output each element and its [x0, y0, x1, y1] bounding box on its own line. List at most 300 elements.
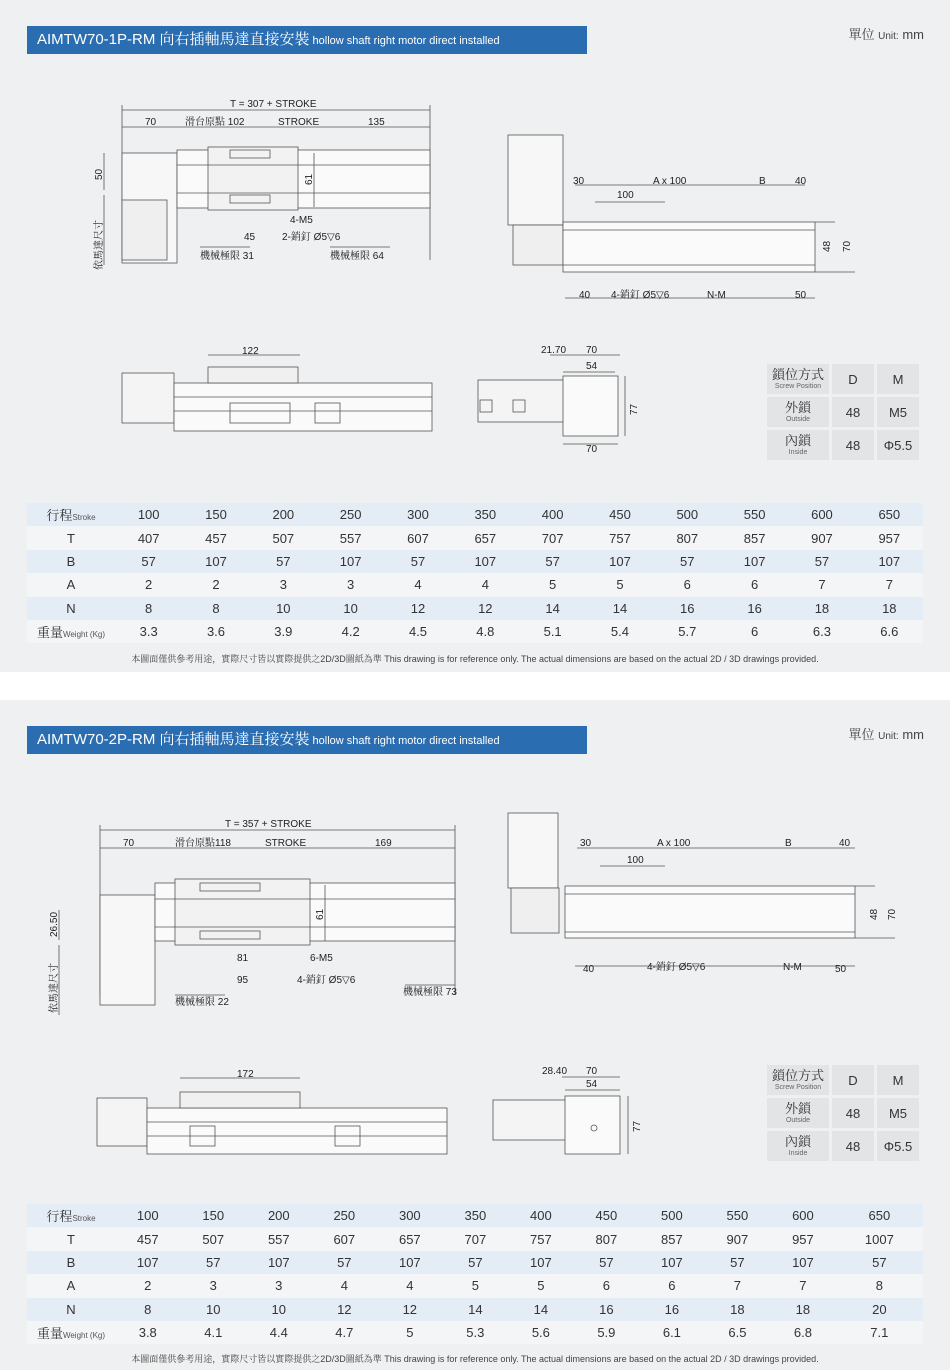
- spec-cell: 7.1: [836, 1321, 923, 1344]
- dim-nm: N-M: [707, 290, 726, 301]
- dim-40-bottom: 40: [579, 290, 591, 301]
- spec-cell: 657: [377, 1227, 443, 1250]
- spec-cell: 4: [384, 573, 451, 596]
- spec-cell: 5.6: [508, 1321, 574, 1344]
- spec-row-label: [27, 1204, 115, 1227]
- lock-cell-m: Φ5.5: [877, 1131, 919, 1161]
- spec-cell: 807: [574, 1227, 640, 1250]
- spec-cell: 6.6: [856, 620, 923, 643]
- lock-header-row: [767, 1065, 919, 1095]
- spec-cell: 107: [586, 550, 653, 573]
- spec-row-label: [27, 1227, 115, 1250]
- top-view-drawing: [90, 95, 440, 270]
- dim-70: 70: [842, 240, 853, 252]
- spec-cell: 8: [115, 597, 182, 620]
- spec-cell: 57: [788, 550, 855, 573]
- spec-row: [27, 1274, 923, 1297]
- spec-row-label-text: 重量: [36, 1326, 63, 1342]
- dim-70: 70: [887, 908, 898, 920]
- spec-cell: 6: [721, 573, 788, 596]
- spec-row: [27, 526, 923, 549]
- dim-pin: 4-銷釘 Ø5▽6: [611, 290, 670, 301]
- spec-cell: 4: [312, 1274, 378, 1297]
- spec-cell: 550: [705, 1204, 771, 1227]
- spec-row-label: [27, 620, 115, 643]
- spec-cell: 500: [654, 503, 721, 526]
- spec-row-label: [27, 597, 115, 620]
- spec-cell: 1007: [836, 1227, 923, 1250]
- dim-122: 122: [242, 346, 259, 357]
- spec-cell: 457: [115, 1227, 181, 1250]
- spec-cell: 857: [721, 526, 788, 549]
- dim-70-top: 70: [586, 1066, 598, 1077]
- spec-cell: 3.8: [115, 1321, 181, 1344]
- dim-61: 61: [304, 173, 315, 185]
- spec-cell: 6.8: [770, 1321, 836, 1344]
- spec-cell: 5.4: [586, 620, 653, 643]
- dim-stroke: STROKE: [278, 117, 320, 128]
- spec-row: [27, 1227, 923, 1250]
- spec-cell: 5.7: [654, 620, 721, 643]
- spec-cell: 2: [115, 1274, 181, 1297]
- lock-row-label: 內鎖: [784, 1134, 811, 1149]
- spec-cell: 300: [377, 1204, 443, 1227]
- dim-stroke: STROKE: [265, 838, 307, 849]
- spec-cell: 8: [115, 1298, 181, 1321]
- spec-cell: 8: [182, 597, 249, 620]
- dim-70: 70: [145, 117, 157, 128]
- lock-row: [767, 397, 919, 427]
- spec-cell: 5.9: [574, 1321, 640, 1344]
- spec-table: [27, 1204, 923, 1344]
- spec-cell: 450: [574, 1204, 640, 1227]
- spec-section-2: [0, 700, 950, 1370]
- dim-172: 172: [237, 1069, 254, 1080]
- spec-cell: 4.2: [317, 620, 384, 643]
- spec-cell: 350: [452, 503, 519, 526]
- dim-54: 54: [586, 1079, 598, 1090]
- dim-40: 40: [839, 838, 851, 849]
- spec-section-1: [0, 0, 950, 672]
- spec-cell: 807: [654, 526, 721, 549]
- spec-cell: 57: [312, 1251, 378, 1274]
- section-subtitle: hollow shaft right motor direct installed: [312, 35, 500, 47]
- screw-position-table: [764, 1062, 922, 1164]
- dim-61: 61: [315, 908, 326, 920]
- dim-40: 40: [795, 176, 807, 187]
- spec-cell: 57: [705, 1251, 771, 1274]
- spec-row-label-text: 重量: [36, 625, 63, 641]
- dim-40-bottom: 40: [583, 964, 595, 975]
- spec-cell: 12: [384, 597, 451, 620]
- lock-row-label: 內鎖: [784, 433, 811, 448]
- spec-cell: 6: [574, 1274, 640, 1297]
- dim-70-top: 70: [586, 345, 598, 356]
- spec-cell: 2: [182, 573, 249, 596]
- unit-label-zh: 單位: [848, 727, 875, 742]
- spec-cell: 3: [181, 1274, 247, 1297]
- spec-row-label: [27, 573, 115, 596]
- spec-cell: 18: [788, 597, 855, 620]
- dim-b: B: [759, 176, 766, 187]
- spec-cell: 200: [246, 1204, 312, 1227]
- lock-cell-m: M5: [877, 1098, 919, 1128]
- spec-cell: 7: [856, 573, 923, 596]
- spec-cell: 57: [181, 1251, 247, 1274]
- spec-cell: 100: [115, 503, 182, 526]
- dim-77: 77: [632, 1120, 643, 1132]
- spec-cell: 4.8: [452, 620, 519, 643]
- spec-cell: 107: [639, 1251, 705, 1274]
- spec-cell: 57: [654, 550, 721, 573]
- lock-row-label-en: Inside: [788, 449, 808, 456]
- dim-95: 95: [237, 975, 249, 986]
- spec-cell: 507: [250, 526, 317, 549]
- spec-cell: 107: [377, 1251, 443, 1274]
- dim-a100: A x 100: [657, 838, 691, 849]
- lock-col-m: M: [877, 364, 919, 394]
- dim-135: 135: [368, 117, 385, 128]
- unit-label: [849, 24, 925, 43]
- spec-row-label: [27, 550, 115, 573]
- spec-row-label-text: A: [66, 577, 76, 593]
- dim-70: 70: [123, 838, 135, 849]
- spec-cell: 4.5: [384, 620, 451, 643]
- lock-row-label-cell: [767, 1098, 829, 1128]
- spec-cell: 12: [377, 1298, 443, 1321]
- spec-row-label: [27, 1298, 115, 1321]
- side-view-drawing: [120, 345, 440, 435]
- spec-cell: 16: [654, 597, 721, 620]
- section-title: AIMTW70-1P-RM 向右插軸馬達直接安裝: [37, 31, 310, 48]
- spec-cell: 100: [115, 1204, 181, 1227]
- spec-row-label-text: 行程: [46, 508, 73, 524]
- spec-cell: 5: [508, 1274, 574, 1297]
- disclaimer-note: 本圖面僅供參考用途，實際尺寸皆以實際提供之2D/3D圖紙為準 This drawing is for reference only. The actual dimensions are based on the actual 2D / 3D drawings provided.: [131, 654, 819, 664]
- spec-row-label-text: T: [67, 1231, 75, 1247]
- side-view-drawing: [95, 1068, 455, 1158]
- dim-limit-right: 機械極限 64: [330, 251, 384, 262]
- spec-table: [27, 503, 923, 643]
- spec-cell: 650: [856, 503, 923, 526]
- dim-origin: 滑台原點118: [175, 838, 231, 849]
- spec-cell: 16: [574, 1298, 640, 1321]
- spec-cell: 8: [836, 1274, 923, 1297]
- spec-row: [27, 550, 923, 573]
- dim-a100: A x 100: [653, 176, 687, 187]
- lock-cell-d: 48: [832, 397, 874, 427]
- spec-row-label-en: Stroke: [72, 513, 96, 523]
- section-title-bar: [27, 726, 587, 754]
- section-title-bar: [27, 26, 587, 54]
- spec-cell: 4.1: [181, 1321, 247, 1344]
- spec-cell: 907: [705, 1227, 771, 1250]
- spec-cell: 10: [317, 597, 384, 620]
- spec-cell: 400: [519, 503, 586, 526]
- spec-cell: 5: [377, 1321, 443, 1344]
- dim-77: 77: [629, 403, 640, 415]
- spec-cell: 12: [452, 597, 519, 620]
- spec-cell: 4: [452, 573, 519, 596]
- spec-cell: 3.6: [182, 620, 249, 643]
- spec-row-label-text: B: [66, 553, 76, 569]
- unit-label-en: Unit:: [878, 31, 899, 42]
- spec-cell: 107: [452, 550, 519, 573]
- spec-cell: 57: [574, 1251, 640, 1274]
- spec-cell: 500: [639, 1204, 705, 1227]
- lock-col-d: D: [832, 364, 874, 394]
- dim-169: 169: [375, 838, 392, 849]
- spec-cell: 607: [312, 1227, 378, 1250]
- spec-cell: 14: [519, 597, 586, 620]
- spec-row: [27, 620, 923, 643]
- spec-cell: 3: [246, 1274, 312, 1297]
- lock-cell-m: Φ5.5: [877, 430, 919, 460]
- spec-cell: 650: [836, 1204, 923, 1227]
- lock-row-label: 外鎖: [784, 1101, 811, 1116]
- spec-cell: 757: [586, 526, 653, 549]
- lock-header-cell: [767, 1065, 829, 1095]
- dim-48: 48: [822, 240, 833, 252]
- spec-cell: 10: [246, 1298, 312, 1321]
- spec-cell: 6.1: [639, 1321, 705, 1344]
- spec-cell: 6.3: [788, 620, 855, 643]
- spec-cell: 57: [384, 550, 451, 573]
- unit-label: [849, 724, 925, 743]
- lock-cell-d: 48: [832, 1098, 874, 1128]
- spec-cell: 107: [770, 1251, 836, 1274]
- spec-cell: 5.3: [443, 1321, 509, 1344]
- dim-2840: 28.40: [542, 1066, 568, 1077]
- dim-origin: 滑台原點 102: [185, 117, 245, 128]
- spec-cell: 12: [312, 1298, 378, 1321]
- lock-row-label-cell: [767, 1131, 829, 1161]
- lock-col-d: D: [832, 1065, 874, 1095]
- unit-label-zh: 單位: [848, 27, 875, 42]
- spec-cell: 857: [639, 1227, 705, 1250]
- lock-cell-d: 48: [832, 1131, 874, 1161]
- spec-cell: 457: [182, 526, 249, 549]
- spec-cell: 150: [181, 1204, 247, 1227]
- spec-cell: 3.3: [115, 620, 182, 643]
- small-end-view-drawing: [475, 340, 645, 455]
- spec-cell: 200: [250, 503, 317, 526]
- dim-30: 30: [580, 838, 592, 849]
- dim-45: 45: [244, 232, 256, 243]
- spec-cell: 350: [443, 1204, 509, 1227]
- spec-cell: 600: [770, 1204, 836, 1227]
- spec-cell: 3.9: [250, 620, 317, 643]
- lock-row: [767, 1098, 919, 1128]
- section-subtitle: hollow shaft right motor direct installed: [312, 735, 500, 747]
- spec-cell: 18: [770, 1298, 836, 1321]
- disclaimer-note: 本圖面僅供參考用途，實際尺寸皆以實際提供之2D/3D圖紙為準 This drawing is for reference only. The actual dimensions are based on the actual 2D / 3D drawings provided.: [131, 1354, 819, 1364]
- spec-row-label: [27, 503, 115, 526]
- spec-row-label-text: T: [67, 530, 75, 546]
- spec-cell: 600: [788, 503, 855, 526]
- spec-row: [27, 573, 923, 596]
- spec-row-label-text: 行程: [46, 1209, 73, 1225]
- spec-cell: 250: [317, 503, 384, 526]
- lock-row-label-cell: [767, 397, 829, 427]
- unit-label-en: Unit:: [878, 731, 899, 742]
- lock-header-en: Screw Position: [774, 383, 822, 390]
- spec-cell: 107: [115, 1251, 181, 1274]
- spec-row-label-text: N: [66, 600, 76, 616]
- spec-cell: 707: [519, 526, 586, 549]
- lock-cell-d: 48: [832, 430, 874, 460]
- spec-cell: 107: [317, 550, 384, 573]
- spec-cell: 107: [246, 1251, 312, 1274]
- dim-pin: 4-銷釘 Ø5▽6: [647, 962, 706, 973]
- spec-cell: 5: [519, 573, 586, 596]
- lock-row: [767, 430, 919, 460]
- spec-row-label: [27, 1274, 115, 1297]
- spec-cell: 557: [317, 526, 384, 549]
- spec-cell: 757: [508, 1227, 574, 1250]
- dim-total-length: T = 357 + STROKE: [225, 819, 312, 830]
- lock-row: [767, 1131, 919, 1161]
- dim-2170: 21.70: [541, 345, 567, 356]
- end-view-drawing: [505, 130, 855, 305]
- dim-70-bottom: 70: [586, 444, 598, 455]
- spec-cell: 57: [519, 550, 586, 573]
- spec-cell: 14: [443, 1298, 509, 1321]
- spec-cell: 6: [639, 1274, 705, 1297]
- spec-cell: 4.7: [312, 1321, 378, 1344]
- spec-cell: 14: [508, 1298, 574, 1321]
- spec-cell: 10: [250, 597, 317, 620]
- spec-cell: 7: [770, 1274, 836, 1297]
- spec-row: [27, 597, 923, 620]
- spec-cell: 250: [312, 1204, 378, 1227]
- spec-cell: 14: [586, 597, 653, 620]
- dim-81: 81: [237, 953, 249, 964]
- spec-cell: 7: [705, 1274, 771, 1297]
- spec-cell: 400: [508, 1204, 574, 1227]
- spec-cell: 507: [181, 1227, 247, 1250]
- dim-limit-right: 機械極限 73: [403, 987, 457, 998]
- spec-row-label-text: B: [66, 1254, 76, 1270]
- top-view-drawing: [45, 815, 465, 1015]
- lock-header-cell: [767, 364, 829, 394]
- spec-row-label-text: A: [66, 1278, 76, 1294]
- spec-cell: 10: [181, 1298, 247, 1321]
- spec-cell: 57: [443, 1251, 509, 1274]
- spec-cell: 16: [639, 1298, 705, 1321]
- dim-100: 100: [617, 190, 634, 201]
- spec-cell: 3: [250, 573, 317, 596]
- lock-col-m: M: [877, 1065, 919, 1095]
- spec-cell: 5: [586, 573, 653, 596]
- spec-cell: 3: [317, 573, 384, 596]
- spec-cell: 450: [586, 503, 653, 526]
- dim-m5: 4-M5: [290, 215, 313, 226]
- dim-pin: 2-銷釘 Ø5▽6: [282, 232, 341, 243]
- spec-cell: 957: [770, 1227, 836, 1250]
- spec-cell: 57: [115, 550, 182, 573]
- spec-row: [27, 1321, 923, 1344]
- spec-cell: 150: [182, 503, 249, 526]
- dim-30: 30: [573, 176, 585, 187]
- dim-motor: 依馬達尺寸: [49, 963, 60, 1013]
- dim-total-length: T = 307 + STROKE: [230, 99, 317, 110]
- dim-50: 50: [835, 964, 847, 975]
- dim-50: 50: [94, 168, 105, 180]
- lock-row-label-en: Outside: [785, 416, 811, 423]
- spec-row-label: [27, 1321, 115, 1344]
- spec-row-label-en: Weight (Kg): [62, 1331, 106, 1341]
- spec-cell: 107: [856, 550, 923, 573]
- spec-cell: 557: [246, 1227, 312, 1250]
- lock-row-label: 外鎖: [784, 400, 811, 415]
- dim-50: 50: [795, 290, 807, 301]
- spec-row: [27, 1251, 923, 1274]
- spec-cell: 18: [705, 1298, 771, 1321]
- spec-cell: 5: [443, 1274, 509, 1297]
- spec-row-label-en: Stroke: [72, 1214, 96, 1224]
- spec-cell: 107: [182, 550, 249, 573]
- lock-cell-m: M5: [877, 397, 919, 427]
- spec-cell: 7: [788, 573, 855, 596]
- spec-cell: 107: [721, 550, 788, 573]
- spec-cell: 4.4: [246, 1321, 312, 1344]
- spec-cell: 16: [721, 597, 788, 620]
- spec-cell: 550: [721, 503, 788, 526]
- lock-header-en: Screw Position: [774, 1084, 822, 1091]
- lock-row-label-en: Outside: [785, 1117, 811, 1124]
- spec-cell: 18: [856, 597, 923, 620]
- spec-row-label-en: Weight (Kg): [62, 630, 106, 640]
- dim-motor: 依馬達尺寸: [94, 220, 105, 270]
- spec-row: [27, 1298, 923, 1321]
- dim-b: B: [785, 838, 792, 849]
- dim-54: 54: [586, 361, 598, 372]
- dim-nm: N-M: [783, 962, 802, 973]
- spec-row-label-text: N: [66, 1301, 76, 1317]
- spec-cell: 6: [654, 573, 721, 596]
- spec-row: [27, 503, 923, 526]
- spec-cell: 6: [721, 620, 788, 643]
- lock-header: 鎖位方式: [771, 1068, 824, 1083]
- lock-header-row: [767, 364, 919, 394]
- lock-row-label-cell: [767, 430, 829, 460]
- spec-cell: 300: [384, 503, 451, 526]
- dim-2650: 26.50: [49, 911, 60, 937]
- unit-value: mm: [902, 27, 924, 42]
- spec-row-label: [27, 526, 115, 549]
- small-end-view-drawing: [490, 1062, 655, 1162]
- spec-cell: 657: [452, 526, 519, 549]
- spec-cell: 957: [856, 526, 923, 549]
- spec-row: [27, 1204, 923, 1227]
- spec-cell: 707: [443, 1227, 509, 1250]
- lock-row-label-en: Inside: [788, 1150, 808, 1157]
- spec-cell: 6.5: [705, 1321, 771, 1344]
- screw-position-table: [764, 361, 922, 463]
- spec-cell: 2: [115, 573, 182, 596]
- dim-48: 48: [869, 908, 880, 920]
- spec-cell: 107: [508, 1251, 574, 1274]
- spec-cell: 407: [115, 526, 182, 549]
- dim-pin: 4-銷釘 Ø5▽6: [297, 975, 356, 986]
- lock-header: 鎖位方式: [771, 367, 824, 382]
- spec-cell: 57: [836, 1251, 923, 1274]
- dim-limit-left: 機械極限 22: [175, 997, 229, 1008]
- spec-cell: 907: [788, 526, 855, 549]
- spec-cell: 4: [377, 1274, 443, 1297]
- spec-cell: 57: [250, 550, 317, 573]
